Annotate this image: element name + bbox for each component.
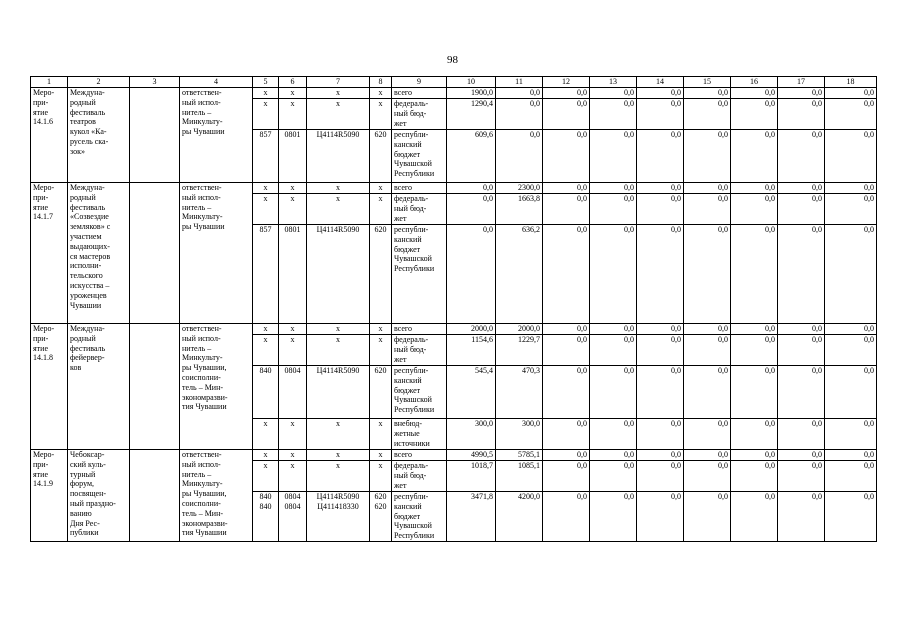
column-header-12: 12	[543, 77, 590, 88]
grbs-code: x	[253, 450, 279, 461]
amount-cell: 0,0	[543, 450, 590, 461]
amount-cell: 0,0	[637, 183, 684, 194]
column-header-2: 2	[68, 77, 130, 88]
expense-type-code: x	[370, 324, 392, 335]
target-article-code: x	[307, 88, 370, 99]
target-article-code: Ц4114R5090	[307, 225, 370, 324]
amount-cell: 0,0	[731, 492, 778, 542]
amount-cell: 0,0	[825, 335, 877, 366]
funding-source: всего	[392, 324, 447, 335]
amount-cell: 0,0	[684, 335, 731, 366]
section-code: x	[279, 183, 307, 194]
amount-cell: 0,0	[496, 130, 543, 183]
event-name: Междуна- родный фестиваль фейервер- ков	[68, 324, 130, 450]
grbs-code: 857	[253, 130, 279, 183]
funding-source: всего	[392, 450, 447, 461]
event-id: Меро- при- ятие 14.1.8	[31, 324, 68, 450]
grbs-code: x	[253, 461, 279, 492]
column-header-5: 5	[253, 77, 279, 88]
amount-cell: 0,0	[778, 366, 825, 419]
amount-cell: 2300,0	[496, 183, 543, 194]
amount-cell: 0,0	[637, 450, 684, 461]
amount-cell: 545,4	[447, 366, 496, 419]
section-code: x	[279, 99, 307, 130]
amount-cell: 0,0	[447, 183, 496, 194]
amount-cell: 0,0	[825, 324, 877, 335]
amount-cell: 0,0	[543, 88, 590, 99]
grbs-code: x	[253, 183, 279, 194]
table-row	[31, 88, 877, 99]
amount-cell: 0,0	[731, 461, 778, 492]
amount-cell: 0,0	[637, 130, 684, 183]
amount-cell: 0,0	[637, 225, 684, 324]
amount-cell: 0,0	[825, 419, 877, 450]
funding-source: федераль- ный бюд- жет	[392, 194, 447, 225]
amount-cell: 4990,5	[447, 450, 496, 461]
amount-cell: 2000,0	[447, 324, 496, 335]
expense-type-code: x	[370, 99, 392, 130]
amount-cell: 0,0	[543, 99, 590, 130]
amount-cell: 1290,4	[447, 99, 496, 130]
amount-cell: 0,0	[447, 194, 496, 225]
amount-cell: 1154,6	[447, 335, 496, 366]
amount-cell: 0,0	[731, 183, 778, 194]
amount-cell: 1663,8	[496, 194, 543, 225]
amount-cell: 0,0	[590, 183, 637, 194]
amount-cell: 0,0	[590, 324, 637, 335]
section-code: 0804 0804	[279, 492, 307, 542]
amount-cell: 636,2	[496, 225, 543, 324]
column-header-18: 18	[825, 77, 877, 88]
event-name: Междуна- родный фестиваль «Созвездие земляков» с участием выдающих- ся мастеров исполни- тельского искусства – уроженцев Чувашии	[68, 183, 130, 324]
amount-cell: 0,0	[825, 99, 877, 130]
amount-cell: 0,0	[590, 335, 637, 366]
amount-cell: 0,0	[778, 88, 825, 99]
column-header-4: 4	[180, 77, 253, 88]
amount-cell: 0,0	[684, 194, 731, 225]
funding-source: федераль- ный бюд- жет	[392, 99, 447, 130]
column-header-11: 11	[496, 77, 543, 88]
column-header-1: 1	[31, 77, 68, 88]
amount-cell: 0,0	[684, 225, 731, 324]
amount-cell: 0,0	[731, 366, 778, 419]
amount-cell: 0,0	[543, 366, 590, 419]
expense-type-code: x	[370, 88, 392, 99]
amount-cell: 1900,0	[447, 88, 496, 99]
event-name: Чебоксар- ский куль- турный форум, посвящен- ный праздно- ванию Дня Рес- публики	[68, 450, 130, 542]
section-code: x	[279, 419, 307, 450]
target-article-code: Ц4114R5090	[307, 366, 370, 419]
amount-cell: 3471,8	[447, 492, 496, 542]
expense-type-code: x	[370, 461, 392, 492]
amount-cell: 0,0	[590, 366, 637, 419]
amount-cell: 0,0	[825, 183, 877, 194]
amount-cell: 0,0	[731, 225, 778, 324]
expense-type-code: x	[370, 335, 392, 366]
amount-cell: 0,0	[825, 130, 877, 183]
amount-cell: 0,0	[778, 183, 825, 194]
amount-cell: 0,0	[637, 88, 684, 99]
budget-table	[30, 76, 877, 542]
grbs-code: 840 840	[253, 492, 279, 542]
amount-cell: 0,0	[684, 99, 731, 130]
column-number-row	[31, 77, 877, 88]
amount-cell: 0,0	[590, 88, 637, 99]
amount-cell: 0,0	[731, 450, 778, 461]
expense-type-code: 620	[370, 366, 392, 419]
column-header-9: 9	[392, 77, 447, 88]
amount-cell: 0,0	[543, 225, 590, 324]
amount-cell: 0,0	[684, 183, 731, 194]
empty-cell	[130, 88, 180, 183]
amount-cell: 0,0	[637, 335, 684, 366]
expense-type-code: x	[370, 419, 392, 450]
amount-cell: 0,0	[731, 335, 778, 366]
amount-cell: 0,0	[731, 99, 778, 130]
amount-cell: 0,0	[684, 88, 731, 99]
target-article-code: x	[307, 324, 370, 335]
amount-cell: 0,0	[778, 194, 825, 225]
funding-source: всего	[392, 88, 447, 99]
expense-type-code: x	[370, 450, 392, 461]
amount-cell: 0,0	[590, 450, 637, 461]
grbs-code: x	[253, 419, 279, 450]
amount-cell: 609,6	[447, 130, 496, 183]
empty-cell	[130, 324, 180, 450]
target-article-code: x	[307, 99, 370, 130]
event-executor: ответствен- ный испол- нитель – Минкульту- ры Чувашии, соисполни- тель – Мин- экономразви- тия Чувашии	[180, 324, 253, 450]
amount-cell: 0,0	[778, 99, 825, 130]
section-code: x	[279, 324, 307, 335]
target-article-code: Ц4114R5090	[307, 130, 370, 183]
event-id: Меро- при- ятие 14.1.9	[31, 450, 68, 542]
amount-cell: 0,0	[637, 419, 684, 450]
expense-type-code: x	[370, 194, 392, 225]
empty-cell	[130, 183, 180, 324]
event-name: Междуна- родный фестиваль театров кукол «Ка- русель ска- зок»	[68, 88, 130, 183]
amount-cell: 5785,1	[496, 450, 543, 461]
event-executor: ответствен- ный испол- нитель – Минкульту- ры Чувашии	[180, 88, 253, 183]
section-code: 0804	[279, 366, 307, 419]
target-article-code: x	[307, 194, 370, 225]
amount-cell: 0,0	[543, 461, 590, 492]
section-code: 0801	[279, 225, 307, 324]
column-header-10: 10	[447, 77, 496, 88]
amount-cell: 0,0	[684, 461, 731, 492]
amount-cell: 0,0	[684, 324, 731, 335]
column-header-6: 6	[279, 77, 307, 88]
target-article-code: x	[307, 419, 370, 450]
amount-cell: 0,0	[637, 99, 684, 130]
amount-cell: 470,3	[496, 366, 543, 419]
amount-cell: 0,0	[778, 225, 825, 324]
amount-cell: 0,0	[684, 130, 731, 183]
amount-cell: 300,0	[496, 419, 543, 450]
expense-type-code: 620 620	[370, 492, 392, 542]
table-row	[31, 183, 877, 194]
section-code: x	[279, 88, 307, 99]
grbs-code: 857	[253, 225, 279, 324]
amount-cell: 1229,7	[496, 335, 543, 366]
amount-cell: 0,0	[778, 324, 825, 335]
amount-cell: 0,0	[731, 419, 778, 450]
grbs-code: x	[253, 335, 279, 366]
amount-cell: 0,0	[825, 194, 877, 225]
amount-cell: 0,0	[590, 225, 637, 324]
amount-cell: 0,0	[447, 225, 496, 324]
amount-cell: 0,0	[637, 492, 684, 542]
amount-cell: 0,0	[543, 130, 590, 183]
expense-type-code: 620	[370, 130, 392, 183]
column-header-15: 15	[684, 77, 731, 88]
amount-cell: 0,0	[684, 366, 731, 419]
grbs-code: x	[253, 324, 279, 335]
amount-cell: 0,0	[590, 99, 637, 130]
event-executor: ответствен- ный испол- нитель – Минкульту- ры Чувашии	[180, 183, 253, 324]
amount-cell: 0,0	[825, 88, 877, 99]
funding-source: федераль- ный бюд- жет	[392, 461, 447, 492]
amount-cell: 0,0	[825, 461, 877, 492]
amount-cell: 0,0	[778, 335, 825, 366]
target-article-code: x	[307, 461, 370, 492]
column-header-16: 16	[731, 77, 778, 88]
funding-source: республи- канский бюджет Чувашской Республики	[392, 492, 447, 542]
amount-cell: 0,0	[778, 450, 825, 461]
target-article-code: x	[307, 335, 370, 366]
section-code: x	[279, 461, 307, 492]
amount-cell: 0,0	[684, 419, 731, 450]
amount-cell: 0,0	[731, 130, 778, 183]
column-header-8: 8	[370, 77, 392, 88]
amount-cell: 1085,1	[496, 461, 543, 492]
amount-cell: 0,0	[637, 366, 684, 419]
amount-cell: 0,0	[637, 461, 684, 492]
amount-cell: 0,0	[778, 130, 825, 183]
empty-cell	[130, 450, 180, 542]
amount-cell: 0,0	[825, 366, 877, 419]
amount-cell: 0,0	[590, 461, 637, 492]
grbs-code: x	[253, 99, 279, 130]
target-article-code: x	[307, 450, 370, 461]
amount-cell: 0,0	[543, 324, 590, 335]
funding-source: всего	[392, 183, 447, 194]
expense-type-code: x	[370, 183, 392, 194]
event-id: Меро- при- ятие 14.1.6	[31, 88, 68, 183]
amount-cell: 0,0	[825, 492, 877, 542]
table-row	[31, 324, 877, 335]
amount-cell: 0,0	[496, 88, 543, 99]
amount-cell: 0,0	[543, 335, 590, 366]
amount-cell: 0,0	[684, 450, 731, 461]
grbs-code: x	[253, 194, 279, 225]
funding-source: республи- канский бюджет Чувашской Республики	[392, 225, 447, 324]
amount-cell: 0,0	[543, 194, 590, 225]
section-code: x	[279, 335, 307, 366]
section-code: x	[279, 450, 307, 461]
grbs-code: x	[253, 88, 279, 99]
column-header-17: 17	[778, 77, 825, 88]
amount-cell: 0,0	[684, 492, 731, 542]
amount-cell: 0,0	[637, 324, 684, 335]
funding-source: федераль- ный бюд- жет	[392, 335, 447, 366]
amount-cell: 0,0	[590, 492, 637, 542]
event-executor: ответствен- ный испол- нитель – Минкульту- ры Чувашии, соисполни- тель – Мин- экономразви- тия Чувашии	[180, 450, 253, 542]
amount-cell: 0,0	[778, 419, 825, 450]
table-body	[31, 77, 877, 542]
funding-source: внебюд- жетные источники	[392, 419, 447, 450]
table-row	[31, 450, 877, 461]
column-header-7: 7	[307, 77, 370, 88]
amount-cell: 0,0	[731, 324, 778, 335]
amount-cell: 2000,0	[496, 324, 543, 335]
amount-cell: 0,0	[590, 194, 637, 225]
expense-type-code: 620	[370, 225, 392, 324]
amount-cell: 1018,7	[447, 461, 496, 492]
amount-cell: 0,0	[637, 194, 684, 225]
funding-source: республи- канский бюджет Чувашской Республики	[392, 366, 447, 419]
amount-cell: 0,0	[590, 130, 637, 183]
amount-cell: 0,0	[731, 194, 778, 225]
grbs-code: 840	[253, 366, 279, 419]
amount-cell: 0,0	[590, 419, 637, 450]
funding-source: республи- канский бюджет Чувашской Республики	[392, 130, 447, 183]
section-code: 0801	[279, 130, 307, 183]
event-id: Меро- при- ятие 14.1.7	[31, 183, 68, 324]
column-header-14: 14	[637, 77, 684, 88]
page-number: 98	[447, 54, 458, 66]
amount-cell: 300,0	[447, 419, 496, 450]
amount-cell: 0,0	[825, 450, 877, 461]
column-header-13: 13	[590, 77, 637, 88]
section-code: x	[279, 194, 307, 225]
amount-cell: 0,0	[731, 88, 778, 99]
amount-cell: 0,0	[543, 492, 590, 542]
target-article-code: x	[307, 183, 370, 194]
amount-cell: 0,0	[825, 225, 877, 324]
target-article-code: Ц4114R5090 Ц411418330	[307, 492, 370, 542]
amount-cell: 4200,0	[496, 492, 543, 542]
column-header-3: 3	[130, 77, 180, 88]
amount-cell: 0,0	[543, 419, 590, 450]
amount-cell: 0,0	[543, 183, 590, 194]
amount-cell: 0,0	[778, 492, 825, 542]
amount-cell: 0,0	[778, 461, 825, 492]
amount-cell: 0,0	[496, 99, 543, 130]
